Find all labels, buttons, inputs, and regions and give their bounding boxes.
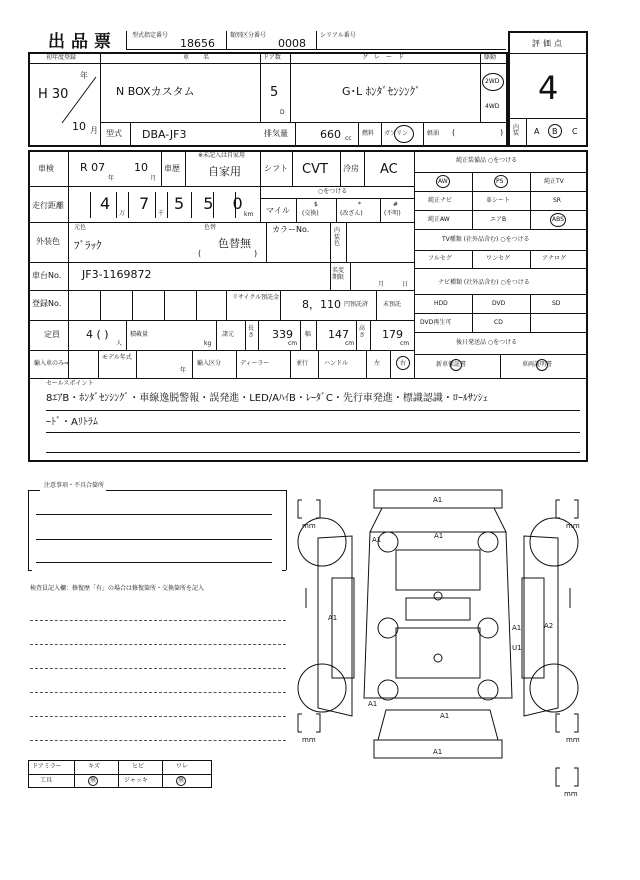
sales-line-2: ｰﾄﾞ・Aﾘﾄﾗﾑ	[46, 417, 98, 428]
later-title: 後日発送品 ○をつける	[456, 339, 518, 346]
type-designation-label: 型式指定番号	[132, 32, 169, 39]
color-change-value: 色替無	[218, 237, 251, 250]
equip-leather: 革シート	[486, 197, 511, 204]
rating-value: 4	[538, 69, 559, 107]
first-reg-label: 初年度登録	[46, 54, 77, 61]
unknown-text: (不明)	[384, 210, 401, 217]
mileage-label: 走行距離	[32, 201, 64, 210]
capacity-value: 4 ( )	[86, 328, 109, 341]
first-reg-year-unit: 年	[80, 71, 88, 80]
shift-value: CVT	[302, 162, 328, 177]
exchange-text: (交換)	[302, 210, 319, 217]
import-label: 輸入車のみ⇒	[34, 360, 70, 367]
reg-no-label: 登録No.	[32, 299, 62, 308]
mileage-1k-unit: 千	[158, 210, 165, 217]
paren-close-color: )	[254, 249, 258, 258]
capacity-unit: 人	[116, 340, 123, 347]
serial-label: シリアル番号	[320, 32, 356, 39]
model-value: DBA-JF3	[142, 128, 187, 141]
paren-close-diesel: )	[500, 128, 504, 137]
inspection-value: R 07	[80, 161, 106, 174]
type-designation-no: 18656	[180, 37, 215, 50]
cooler-label: 冷房	[343, 164, 359, 173]
capacity-label: 定員	[44, 330, 60, 339]
mileage-rest: 5 5 0	[174, 194, 250, 213]
tamper-sym: *	[358, 201, 361, 208]
interior-color-label: 内装色	[334, 227, 341, 248]
inspection-month-unit: 月	[150, 175, 157, 182]
mark-front-left-fender: A1	[372, 536, 382, 544]
model-year-unit: 年	[180, 367, 187, 374]
equip-genuine-aw: 純正AW	[428, 216, 450, 223]
inspector-label: 検査員記入欄：修復歴「有」の場合は修復箇所・交換箇所を記入	[30, 585, 205, 592]
exterior-label: 外装色	[36, 237, 60, 246]
mileage-10k-unit: 万	[119, 210, 126, 217]
size-label: 諸元	[222, 331, 235, 338]
tread-fr-unit: mm	[566, 522, 580, 530]
car-damage-diagram	[296, 478, 606, 808]
load-unit: kg	[204, 340, 212, 347]
mark-left-rear: A1	[368, 700, 378, 708]
doc-title: 出品票	[48, 32, 117, 52]
displacement-value: 660	[320, 128, 341, 141]
first-reg-month: 10	[72, 120, 86, 133]
inspection-year-unit: 年	[108, 175, 115, 182]
sales-line-1: 8ｴｱB・ﾎﾝﾀﾞｾﾝｼﾝｸﾞ・車線逸脱警報・誤発進・LED/AﾊｲB・ﾚｰﾀﾞC・先行車発進・標識認識・ﾛｰﾙｻﾝｼｪ	[46, 393, 488, 404]
cooler-value: AC	[380, 162, 398, 177]
chassis-value: JF3-1169872	[82, 268, 152, 281]
color-no-label: カラーNo.	[272, 225, 310, 234]
equip-aw: AW	[438, 178, 448, 185]
color-change-label: 色替	[204, 224, 217, 231]
vehicle-name: N BOXカスタム	[116, 85, 195, 98]
model-year-label: モデル年式	[102, 354, 132, 361]
length-value: 339	[272, 328, 293, 341]
navi-cd: CD	[494, 319, 503, 326]
navi-title: ナビ種類 (社外品含む) ○をつける	[438, 279, 530, 286]
mark-back-door: A1	[440, 712, 450, 720]
grade-value: G･L ﾎﾝﾀﾞｾﾝｼﾝｸﾞ	[342, 85, 421, 98]
mileage-circle-note: ○をつける	[318, 188, 348, 195]
interior-a: A	[534, 127, 540, 136]
legend-jack: ジャッキ	[124, 777, 148, 784]
sales-label: セールスポイント	[46, 380, 94, 387]
interior-b: B	[552, 127, 558, 136]
dealer-label: ディーラー	[240, 360, 270, 367]
mile-label: マイル	[266, 206, 290, 215]
history-value: 自家用	[208, 165, 241, 178]
later-warranty: 新車保証書	[436, 361, 467, 368]
tread-spare-unit: mm	[564, 790, 578, 798]
navi-dvd-play: DVD再生可	[420, 319, 452, 326]
unknown-sym: #	[393, 201, 399, 208]
equip-ps: PS	[496, 178, 504, 185]
handle-right: 右	[400, 360, 407, 367]
width-value: 147	[328, 328, 349, 341]
navi-hdd: HDD	[434, 300, 448, 307]
doors-value: 5	[270, 85, 279, 100]
height-value: 179	[382, 328, 403, 341]
first-reg-month-unit: 月	[90, 126, 98, 135]
legend-tools-value: 無	[90, 777, 97, 784]
orig-color-label: 元色	[74, 224, 87, 231]
load-label: 積載量	[130, 331, 149, 338]
length-unit: cm	[288, 340, 298, 347]
equip-airbag: エアB	[490, 216, 507, 223]
legend-tools: 工具	[40, 777, 53, 784]
category-label: 類別区分番号	[230, 32, 267, 39]
equip-abs: ABS	[552, 216, 564, 223]
equip-navi: 純正ナビ	[428, 197, 453, 204]
legend-break: ワレ	[176, 763, 189, 770]
interior-c: C	[572, 127, 578, 136]
mark-hood: A1	[434, 532, 444, 540]
equip-tv: 純正TV	[544, 178, 564, 185]
caution-label: 注意事項・不具合箇所	[44, 482, 105, 489]
tv-oneseg: ワンセグ	[486, 255, 511, 262]
legend-scratch: キズ	[88, 763, 100, 770]
later-manual: 車両説明書	[522, 361, 553, 368]
mark-rear-bumper: A1	[433, 748, 443, 756]
tv-analog: アナログ	[542, 255, 567, 262]
width-label: 幅	[305, 331, 312, 338]
tv-fullseg: フルセグ	[428, 255, 452, 262]
tread-rl-unit: mm	[302, 736, 316, 744]
name-change-month: 月	[378, 281, 385, 288]
drive-label: 駆動	[484, 54, 497, 61]
width-unit: cm	[345, 340, 355, 347]
mark-left-door: A1	[328, 614, 338, 622]
mileage-1k: 7	[139, 194, 150, 213]
legend-crack: ヒビ	[132, 763, 145, 770]
fuel-value: ガソリン	[384, 130, 409, 137]
legend-jack-value: 無	[178, 777, 185, 784]
doors-suffix: D	[280, 109, 285, 116]
mileage-10k: 4	[100, 194, 111, 213]
navi-dvd: DVD	[492, 300, 506, 307]
handle-left: 左	[374, 360, 381, 367]
interior-label: 内装	[513, 124, 520, 137]
height-label: 高さ	[359, 325, 366, 339]
recycle-label: リサイクル預託金	[232, 294, 280, 301]
first-reg-slash	[60, 75, 98, 125]
import-type-label: 輸入区分	[197, 360, 222, 367]
equipment-title: 純正装備品 ○をつける	[456, 157, 518, 164]
recycle-unit: 円預託済	[344, 301, 369, 308]
recycle-status: 未預託	[383, 301, 402, 308]
length-label: 長さ	[248, 325, 255, 339]
tread-rr-unit: mm	[566, 736, 580, 744]
chassis-label: 車台No.	[32, 271, 62, 280]
doors-label: ドア数	[263, 54, 281, 61]
tread-fl-unit: mm	[302, 522, 316, 530]
mark-right-door-a2: A2	[544, 622, 554, 630]
name-label: 車名	[183, 54, 224, 61]
category-no: 0008	[278, 37, 306, 50]
equip-sr: SR	[553, 197, 561, 204]
handle-label: ハンドル	[324, 360, 349, 367]
diesel-label: 軽油	[427, 130, 440, 137]
mark-front-bumper: A1	[433, 496, 443, 504]
paren-open-diesel: (	[452, 128, 456, 137]
recycle-value: 8，110	[302, 298, 341, 311]
history-label: 車歴	[164, 164, 180, 173]
first-reg-era-year: H 30	[38, 87, 69, 102]
height-unit: cm	[400, 340, 410, 347]
name-change-day: 日	[402, 281, 409, 288]
tamper-text: (改ざん)	[340, 210, 363, 217]
drive-4wd: 4WD	[485, 103, 500, 110]
mark-right-door-u1: U1	[512, 644, 522, 652]
inspection-month: 10	[134, 161, 148, 174]
mileage-unit: km	[244, 211, 254, 218]
mark-right-door-a1: A1	[512, 624, 522, 632]
drive-2wd: 2WD	[485, 78, 500, 85]
displacement-label: 排気量	[264, 129, 288, 138]
paren-open-color: (	[198, 249, 202, 258]
history-note: ※未記入は自家用	[198, 152, 246, 159]
inspection-label: 車検	[38, 164, 54, 173]
exchange-sym: $	[314, 201, 318, 208]
shift-label: シフト	[264, 164, 288, 173]
rating-label: 評価点	[532, 39, 565, 48]
model-label: 型式	[106, 129, 122, 138]
fuel-label: 燃料	[362, 130, 375, 137]
displacement-unit: cc	[345, 135, 352, 142]
legend-mirror: ドアミラー	[32, 763, 62, 770]
parallel-label: 並行	[296, 360, 309, 367]
navi-sd: SD	[552, 300, 561, 307]
name-change-label: 名変期限	[332, 267, 345, 282]
exterior-value: ﾌﾞﾗｯｸ	[74, 239, 102, 252]
tv-title: TV種類 (社外品含む) ○をつける	[442, 236, 530, 243]
grade-label: グレード	[362, 54, 411, 61]
